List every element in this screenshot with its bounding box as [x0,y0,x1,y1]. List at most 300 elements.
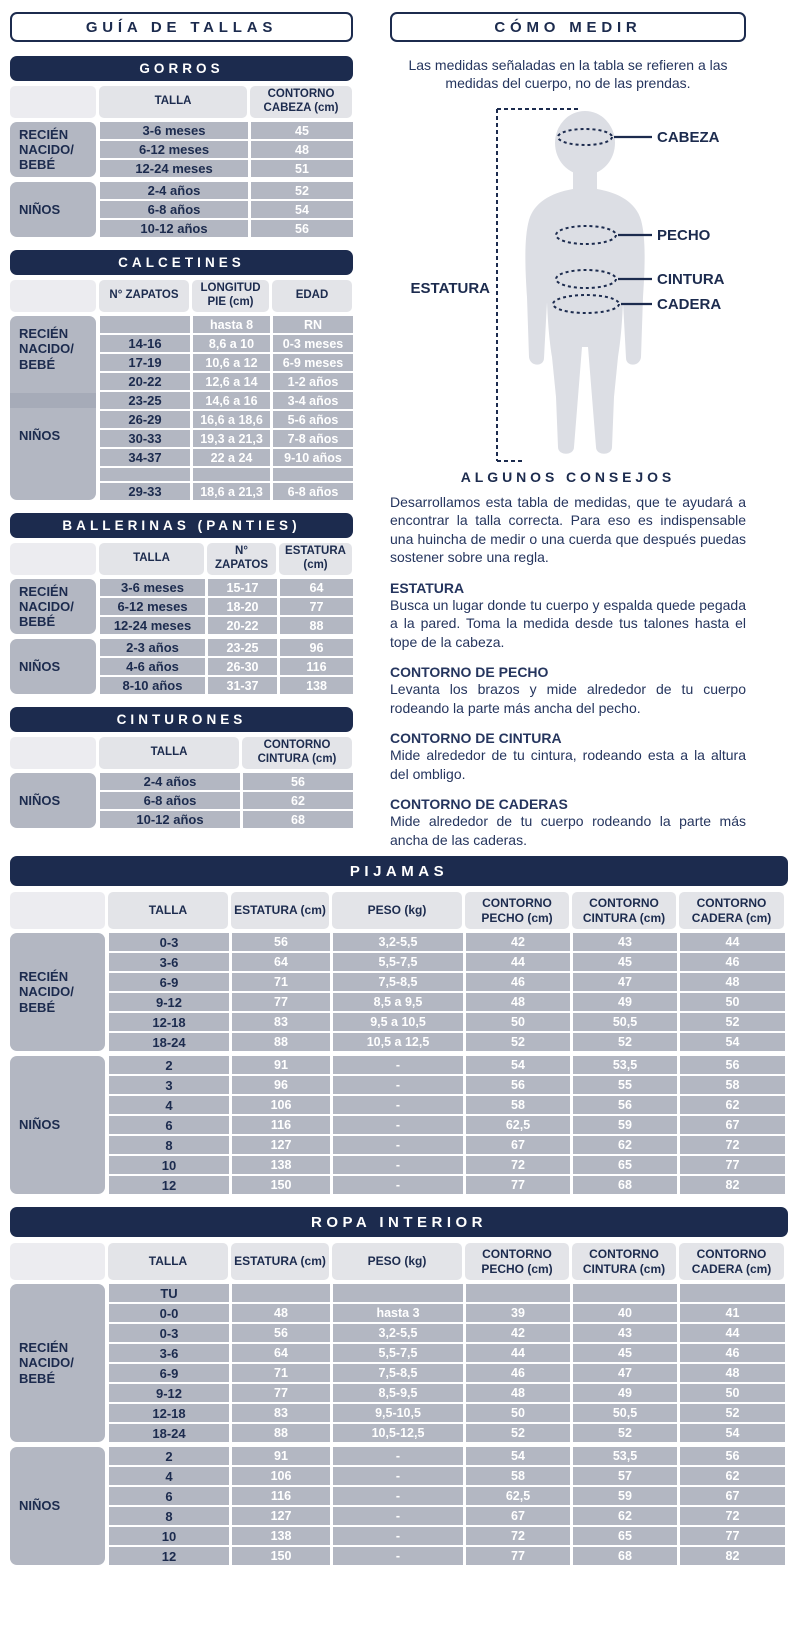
table-row [100,182,353,199]
table-cell: 44 [466,953,570,971]
table-cell: 12-24 meses [100,160,248,177]
table-row [109,953,788,971]
column-header: TALLA [99,86,247,118]
table-row [109,1364,788,1382]
table-row [100,677,353,694]
row-group-label [10,1056,105,1194]
table-cell: 49 [573,1384,677,1402]
table-cell: 41 [680,1304,785,1322]
body-measurement-diagram [390,97,746,465]
column-header: TALLA [99,543,204,575]
table-cell: 12-18 [109,1404,229,1422]
table-cell: 62,5 [466,1487,570,1505]
table-cell: 50 [680,993,785,1011]
row-group-label [10,579,96,634]
table-cell: 9-12 [109,993,229,1011]
table-cell: 62 [680,1096,785,1114]
ropa-interior-title: ROPA INTERIOR [310,1213,487,1231]
table-cell: 52 [573,1033,677,1051]
table-cell: 3,2-5,5 [333,1324,463,1342]
table-row [109,1487,788,1505]
table-cell: 67 [466,1136,570,1154]
table-header-row [10,280,353,312]
table-row [100,598,353,615]
table-rows [109,1447,788,1565]
table-cell: 44 [466,1344,570,1362]
table-row [109,1467,788,1485]
table-cell: 68 [243,811,353,828]
table-cell: 72 [680,1507,785,1525]
table-group [10,182,353,237]
table-group [10,1284,788,1442]
table-row [100,160,353,177]
table-cell: 127 [232,1507,330,1525]
table-row [100,449,353,466]
group-label-text: RECIÉN NACIDO/ BEBÉ [19,126,74,173]
body-silhouette [525,167,644,454]
table-cell: 3-6 [109,1344,229,1362]
table-row [100,468,353,481]
table-cell: 3-6 meses [100,579,205,596]
table-cell: 77 [680,1527,785,1545]
section-pijamas [10,856,788,1194]
table-cell: 7,5-8,5 [333,1364,463,1382]
table-cell: 116 [232,1116,330,1134]
table-cell: 6 [109,1487,229,1505]
table-cell: 83 [232,1013,330,1031]
column-header: ESTATURA (cm) [231,1243,329,1280]
table-cell: 6-12 meses [100,141,248,158]
table-cell: 15-17 [208,579,277,596]
column-header: PESO (kg) [332,892,462,929]
table-cell: 42 [466,933,570,951]
table-cell: 9,5-10,5 [333,1404,463,1422]
table-cell: 48 [680,1364,785,1382]
table-cell: 64 [232,1344,330,1362]
table-cell: RN [273,316,353,333]
table-cell: 2 [109,1447,229,1465]
row-group-label [10,316,96,500]
table-cell: 0-3 meses [273,335,353,352]
table-cell: 65 [573,1527,677,1545]
table-cell: 54 [466,1056,570,1074]
group-label-text: RECIÉN NACIDO/ BEBÉ [19,583,74,630]
table-cell: 5,5-7,5 [333,1344,463,1362]
column-header: PESO (kg) [332,1243,462,1280]
table-cell: 3,2-5,5 [333,933,463,951]
table-row [109,973,788,991]
table-row [100,122,353,139]
table-cell: 67 [466,1507,570,1525]
table-row [109,993,788,1011]
table-cell: 14-16 [100,335,190,352]
table-cell: 9-10 años [273,449,353,466]
pijamas-table [10,892,788,1194]
column-header: CONTORNO CINTURA (cm) [242,737,352,769]
ballerinas-header-bar [10,513,353,538]
cadera-label: CADERA [657,295,722,313]
table-cell: 48 [232,1304,330,1322]
column-header: TALLA [108,892,228,929]
table-header-row [10,543,353,575]
tip-pecho-title: CONTORNO DE PECHO [390,664,549,681]
table-cell: 44 [680,1324,785,1342]
table-cell: 56 [573,1096,677,1114]
table-cell: 2-4 años [100,773,240,790]
column-header: CONTORNO CINTURA (cm) [572,892,676,929]
table-cell: 2-3 años [100,639,205,656]
section-ropa-interior [10,1207,788,1565]
table-cell: 91 [232,1447,330,1465]
table-cell: 2-4 años [100,182,248,199]
table-cell: 9,5 a 10,5 [333,1013,463,1031]
table-cell: 6-9 meses [273,354,353,371]
column-header: TALLA [108,1243,228,1280]
table-cell: 83 [232,1404,330,1422]
column-header: CONTORNO PECHO (cm) [465,1243,569,1280]
column-header: EDAD [272,280,352,312]
table-rows [100,773,353,828]
table-rows [109,933,788,1051]
table-cell: 56 [466,1076,570,1094]
tip-cintura-title: CONTORNO DE CINTURA [390,730,562,747]
table-cell: 23-25 [100,392,190,409]
table-row [109,1284,788,1302]
table-cell: 12 [109,1176,229,1194]
column-header: ESTATURA (cm) [279,543,352,575]
ballerinas-title: BALLERINAS (PANTIES) [62,518,301,533]
section-cinturones [10,707,353,828]
table-cell: 12 [109,1547,229,1565]
table-cell: 30-33 [100,430,190,447]
column-header: CONTORNO CINTURA (cm) [572,1243,676,1280]
table-cell: 45 [573,953,677,971]
table-cell: 82 [680,1547,785,1565]
column-header: LONGITUD PIE (cm) [192,280,269,312]
table-cell: 58 [680,1076,785,1094]
table-cell: 52 [466,1424,570,1442]
table-cell: 54 [680,1424,785,1442]
table-group [10,1056,788,1194]
table-cell: 48 [466,1384,570,1402]
table-cell: 23-25 [208,639,277,656]
group-label-text: NIÑOS [19,1498,61,1514]
table-cell: 4-6 años [100,658,205,675]
table-row [109,1136,788,1154]
cinturones-title: CINTURONES [116,712,247,727]
table-row [109,1344,788,1362]
table-header-row [10,1243,788,1280]
table-group [10,579,353,634]
table-row [100,430,353,447]
group-label-text: NIÑOS [19,1117,61,1133]
table-cell: 43 [573,933,677,951]
table-cell: 56 [680,1447,785,1465]
row-group-label [10,182,96,237]
table-rows [109,1056,788,1194]
table-cell: 52 [680,1013,785,1031]
table-row [109,1384,788,1402]
group-label-text: NIÑOS [19,201,61,217]
table-cell: 4 [109,1096,229,1114]
table-cell: TU [109,1284,229,1302]
table-cell: 10-12 años [100,811,240,828]
table-body [10,316,353,500]
tips-intro-text: Desarrollamos esta tabla de medidas, que te ayudará a encontrar la talla correcta. Para eso es indispensable una huincha de medir o una cuerda que después puedas sostener sobre una regla. [390,493,746,566]
table-cell: 3-4 años [273,392,353,409]
table-cell: 0-3 [109,1324,229,1342]
table-cell: 56 [251,220,353,237]
table-corner-cell [10,543,96,575]
table-row [109,933,788,951]
table-row [109,1013,788,1031]
table-cell: 150 [232,1176,330,1194]
table-cell: - [333,1487,463,1505]
table-row [100,411,353,428]
table-cell [273,468,353,481]
table-corner-cell [10,737,96,769]
group-divider [10,393,96,408]
table-cell: - [333,1447,463,1465]
table-cell: 91 [232,1056,330,1074]
table-cell: 116 [232,1487,330,1505]
table-row [109,1176,788,1194]
table-row [100,617,353,634]
table-cell: 52 [680,1404,785,1422]
row-group-label [10,1447,105,1565]
table-cell: 3-6 [109,953,229,971]
table-cell: 5,5-7,5 [333,953,463,971]
table-cell: 71 [232,1364,330,1382]
table-cell: 10,5-12,5 [333,1424,463,1442]
table-cell: - [333,1527,463,1545]
table-cell: 20-22 [208,617,277,634]
table-cell: 8 [109,1507,229,1525]
calcetines-header-bar [10,250,353,275]
table-cell: 10,6 a 12 [193,354,270,371]
table-cell: 49 [573,993,677,1011]
ropa-interior-header-bar [10,1207,788,1237]
table-cell: 9-12 [109,1384,229,1402]
table-cell: 6-12 meses [100,598,205,615]
table-cell [193,468,270,481]
table-row [100,773,353,790]
table-cell: 10 [109,1527,229,1545]
table-cell: 50 [466,1013,570,1031]
table-cell: - [333,1136,463,1154]
table-header-row [10,86,353,118]
row-group-label [10,639,96,694]
table-row [109,1056,788,1074]
table-cell: 77 [466,1547,570,1565]
table-cell: 55 [573,1076,677,1094]
table-cell: 82 [680,1176,785,1194]
table-group [10,1447,788,1565]
tip-cintura-text: Mide alrededor de tu cintura, rodeando esta a la altura del ombligo. [390,747,746,782]
table-cell: 1-2 años [273,373,353,390]
table-row [109,1033,788,1051]
tips-heading: ALGUNOS CONSEJOS [460,468,676,485]
column-header: CONTORNO CADERA (cm) [679,1243,784,1280]
table-row [109,1424,788,1442]
table-cell: 53,5 [573,1056,677,1074]
table-header-row [10,892,788,929]
column-header: N° ZAPATOS [207,543,276,575]
table-cell: 50,5 [573,1013,677,1031]
table-cell: 43 [573,1324,677,1342]
table-cell: 50 [680,1384,785,1402]
size-guide-title: GUÍA DE TALLAS [85,18,278,36]
table-cell: 46 [466,1364,570,1382]
table-cell: 77 [232,993,330,1011]
table-row [100,316,353,333]
cintura-label: CINTURA [657,270,725,288]
table-cell [100,468,190,481]
table-cell: 96 [232,1076,330,1094]
group-label-text: RECIÉN NACIDO/ BEBÉ [19,326,74,372]
table-cell: 26-30 [208,658,277,675]
table-cell: 57 [573,1467,677,1485]
how-to-measure-column [390,12,746,849]
table-cell: 77 [466,1176,570,1194]
size-guide-title-box [10,12,353,42]
table-cell: 62 [573,1507,677,1525]
table-cell: 56 [232,1324,330,1342]
table-row [100,354,353,371]
table-cell: 138 [232,1156,330,1174]
table-cell [466,1284,570,1302]
table-cell: 54 [680,1033,785,1051]
how-to-measure-title-box [390,12,746,42]
table-cell: 58 [466,1467,570,1485]
table-cell: 46 [466,973,570,991]
table-cell: 72 [466,1156,570,1174]
calcetines-table [10,280,353,500]
table-cell: 45 [251,122,353,139]
table-cell: 18-20 [208,598,277,615]
table-group [10,773,353,828]
table-rows [100,316,353,500]
table-cell: 106 [232,1467,330,1485]
table-row [100,579,353,596]
table-cell: 116 [280,658,353,675]
column-header: TALLA [99,737,239,769]
table-cell: 58 [466,1096,570,1114]
pijamas-title: PIJAMAS [349,862,449,880]
table-corner-cell [10,1243,105,1280]
pijamas-header-bar [10,856,788,886]
table-cell: - [333,1507,463,1525]
table-cell: 3 [109,1076,229,1094]
table-cell: 64 [232,953,330,971]
table-cell: 56 [680,1056,785,1074]
table-cell: 39 [466,1304,570,1322]
table-cell: 50 [466,1404,570,1422]
table-row [100,658,353,675]
table-cell: 77 [680,1156,785,1174]
table-cell: 7,5-8,5 [333,973,463,991]
table-header-row [10,737,353,769]
table-cell: 62,5 [466,1116,570,1134]
group-label-text: RECIÉN NACIDO/ BEBÉ [19,969,74,1015]
table-cell: 22 a 24 [193,449,270,466]
table-cell: 52 [466,1033,570,1051]
calcetines-title: CALCETINES [118,255,245,270]
table-cell: 10 [109,1156,229,1174]
table-cell: 18-24 [109,1424,229,1442]
table-row [109,1076,788,1094]
table-cell: 10-12 años [100,220,248,237]
table-cell: 59 [573,1487,677,1505]
cinturones-table [10,737,353,828]
table-cell: 52 [573,1424,677,1442]
table-row [100,639,353,656]
table-row [109,1547,788,1565]
table-cell: 0-0 [109,1304,229,1322]
table-cell: 44 [680,933,785,951]
table-cell: 29-33 [100,483,190,500]
table-cell: - [333,1547,463,1565]
table-group [10,122,353,177]
table-cell: 138 [280,677,353,694]
table-cell: 47 [573,1364,677,1382]
table-cell: 31-37 [208,677,277,694]
table-row [100,141,353,158]
table-cell: 17-19 [100,354,190,371]
table-cell: - [333,1156,463,1174]
table-row [100,373,353,390]
table-cell: 40 [573,1304,677,1322]
table-row [109,1156,788,1174]
table-cell: 72 [680,1136,785,1154]
table-cell: 6-8 años [100,201,248,218]
size-guide-column [10,12,353,841]
table-cell: 138 [232,1527,330,1545]
table-cell: 62 [243,792,353,809]
table-cell: 8 [109,1136,229,1154]
table-cell: 20-22 [100,373,190,390]
table-cell: 67 [680,1487,785,1505]
ballerinas-table [10,543,353,694]
table-cell: 59 [573,1116,677,1134]
table-cell: 68 [573,1176,677,1194]
table-cell [232,1284,330,1302]
table-rows [100,579,353,634]
table-cell: 4 [109,1467,229,1485]
table-cell: 127 [232,1136,330,1154]
table-cell: 8,5 a 9,5 [333,993,463,1011]
table-row [100,792,353,809]
table-cell: - [333,1116,463,1134]
table-cell: 7-8 años [273,430,353,447]
section-ballerinas [10,513,353,694]
tip-estatura-text: Busca un lugar donde tu cuerpo y espalda quede pegada a la pared. Toma la medida desde tus talones hasta el tope de la cabeza. [390,596,746,650]
row-group-label [10,773,96,828]
table-cell: 6-9 [109,973,229,991]
table-row [100,220,353,237]
table-row [109,1324,788,1342]
section-gorros [10,56,353,237]
table-cell: 51 [251,160,353,177]
row-group-label [10,1284,105,1442]
table-cell: 48 [680,973,785,991]
group-label-text: NIÑOS [19,658,61,674]
table-cell: 88 [280,617,353,634]
table-cell: 62 [573,1136,677,1154]
table-cell [333,1284,463,1302]
table-cell: 62 [680,1467,785,1485]
table-row [100,392,353,409]
